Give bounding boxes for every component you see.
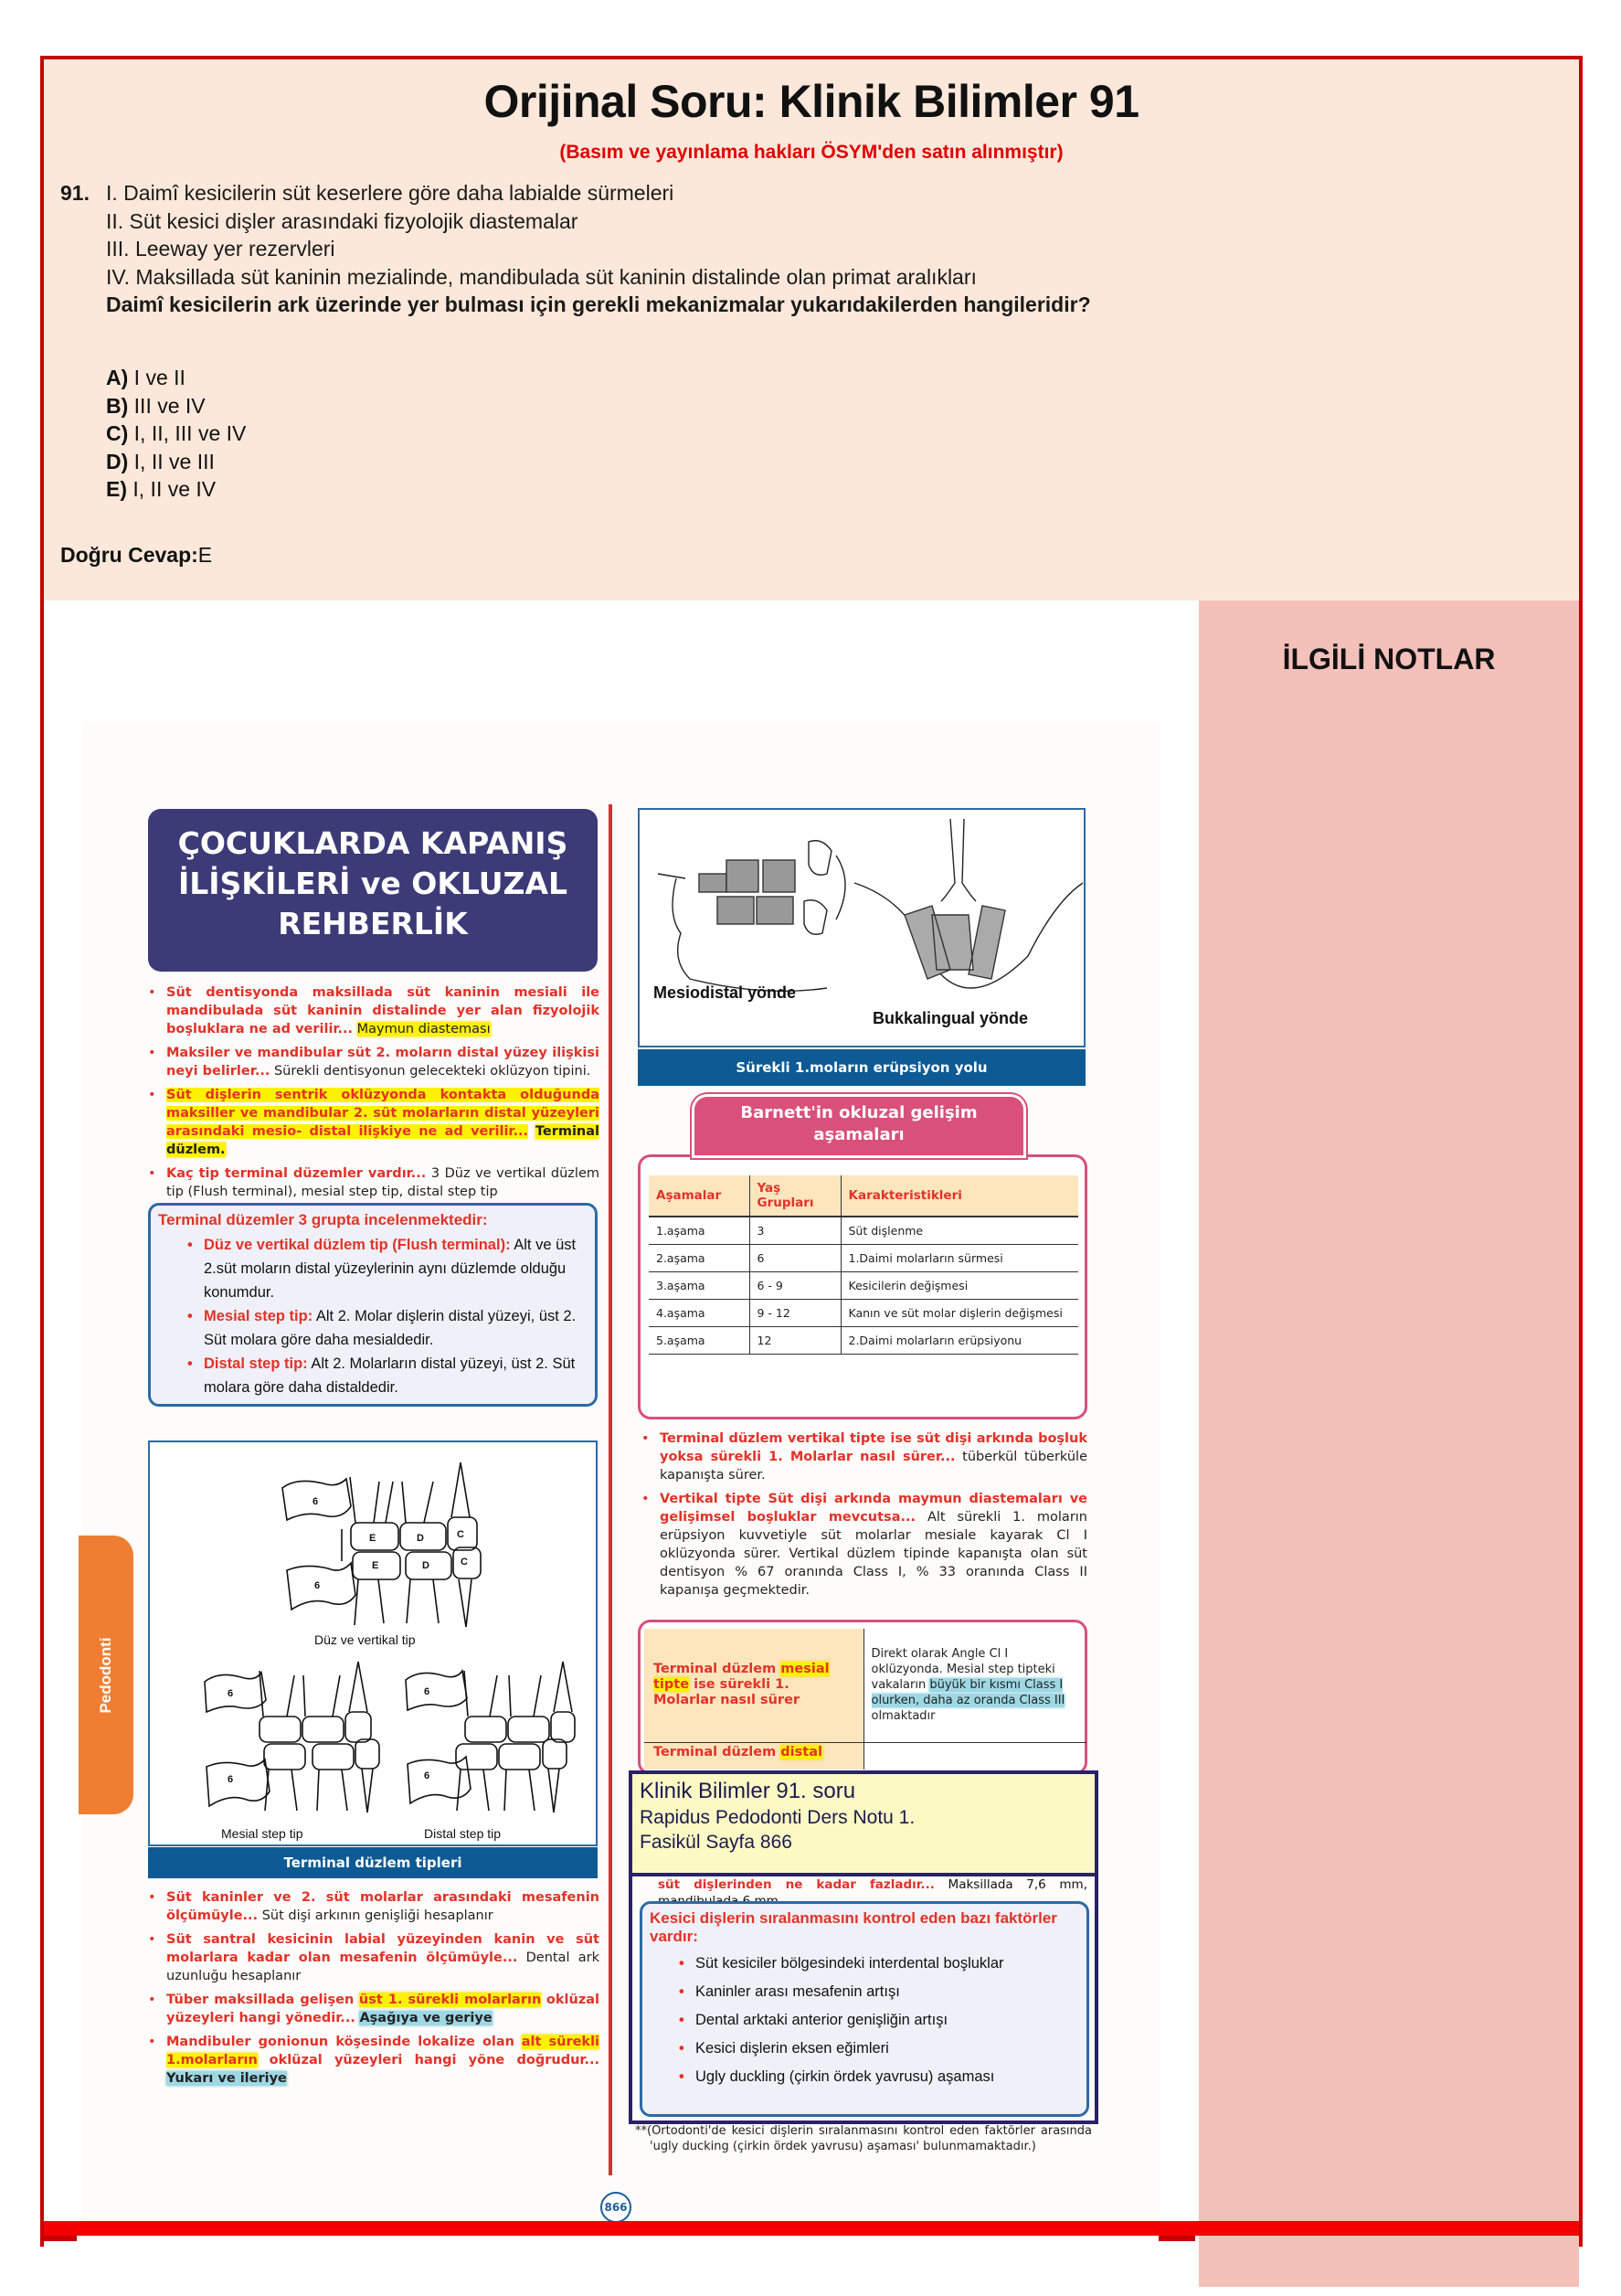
barnett-stages-table [649,1175,1078,1355]
term-description: Alt ve üst 2.süt moların distal yüzeylerinin aynı düzlemde olduğu konumdur. [204,1237,577,1301]
list-item [146,983,599,1038]
statement-iii: III. Leeway yer rezervleri [106,237,335,260]
bullet-list-top [146,983,599,1206]
list-item [640,1490,1087,1600]
column-header: Yaş Grupları [749,1175,841,1217]
list-item [146,1086,599,1159]
stage-cell: 4.aşama [649,1300,749,1327]
characteristic-cell: 1.Daimi molarların sürmesi [841,1245,1078,1272]
eruption-path-figure [638,808,1086,1047]
reference-note [629,1770,1098,1876]
option-text: I, II ve III [133,449,215,473]
question-body [60,179,1091,319]
characteristic-cell: Kesicilerin değişmesi [841,1272,1078,1300]
bullet-answer: Yukarı ve ileriye [166,2071,287,2086]
terminal-planes-title: Terminal düzemler 3 grupta incelenmektedir: [158,1211,488,1228]
cell-text: Direkt olarak Angle Cl I oklüzyonda. Mesial step tipteki vakaların [871,1647,1055,1693]
term-description: Alt 2. Molar dişlerin distal yüzeyi, üst 2. Süt molara göre daha mesialdedir. [204,1308,577,1348]
list-item [146,1164,599,1201]
bullet-question: Süt dişlerin sentrik oklüzyonda kontakta olduğunda maksiller ve mandibular 2. süt molarların distal yüzeyleri arasındaki mesio- distal ilişkiye ne ad verilir... [166,1088,599,1139]
age-cell: 3 [749,1217,841,1245]
statement-row [60,179,1091,207]
column-header: Aşamalar [649,1175,749,1217]
tooth-label: 6 [313,1496,319,1507]
cell-text: ise sürekli 1. Molarlar nasıl sürer [653,1677,800,1708]
option-letter: B) [106,393,129,418]
tooth-label: D [417,1533,424,1544]
characteristic-cell: Süt dişlenme [841,1217,1078,1245]
bullet-question: Süt kaninler ve 2. süt molarlar arasındaki mesafenin ölçümüyle... [166,1890,599,1923]
terminal-planes-box [148,1203,598,1407]
option-text: I ve II [133,366,185,389]
bottom-red-bar [44,2221,1579,2236]
chapter-title-line: ÇOCUKLARDA KAPANIŞ [177,825,568,861]
table-row [644,1742,1086,1770]
mesial-answer-cell [863,1629,1086,1742]
option-text: I, II, III ve IV [133,421,247,445]
cell-text: olmaktadır [871,1709,936,1724]
list-item [146,1888,599,1925]
cell-highlight: distal [780,1744,822,1759]
bullet-question: Süt santral kesicinin labial yüzeyinden kanin ve süt molarlara kadar olan mesafenin ölçümüyle... [166,1932,599,1965]
bullet-question: Mandibuler gonionun köşesinde lokalize olan [166,2035,514,2049]
option-c[interactable] [106,420,246,448]
table-row [649,1327,1078,1355]
table-row [649,1245,1078,1272]
bullet-list-right [640,1430,1087,1605]
age-cell: 6 - 9 [749,1272,841,1300]
bullet-question: Süt dentisyonda maksillada süt kaninin mesiali ile mandibulada süt kaninin distalinde yer alan fizyolojik boşluklara ne ad verilir... [166,985,599,1036]
list-item: • Süt kesiciler bölgesindeki interdental boşluklar [679,1950,1077,1978]
chapter-title-line: İLİŞKİLERİ ve OKLUZAL [177,866,568,901]
answer-options [106,364,246,504]
bullet-answer: tüberkül tüberküle kapanışta sürer. [660,1450,1087,1483]
statement-i: I. Daimî kesicilerin süt keserlere göre daha labialde sürmeleri [106,181,674,205]
bullet-list-bottom [146,1888,599,2093]
list-item: • Dental arktaki anterior genişliğin artışı [679,2006,1077,2035]
barnett-title-line: aşamaları [813,1125,905,1144]
cell-highlight: büyük bir kısmı Class I olurken, daha az oranda Class III [871,1678,1065,1708]
mesial-step-table [644,1629,1086,1770]
figure-label-flush: Düz ve vertikal tip [314,1632,416,1647]
distal-answer-cell [863,1742,1086,1770]
column-divider [609,804,612,2175]
frame-corner-right [1159,2236,1195,2241]
mesial-question-cell [644,1629,863,1742]
bullet-answer: Alt sürekli 1. moların erüpsiyon kuvvetiyle süt molarlar mesiale kayarak Cl I oklüzyonda sürer. Vertikal düzlem tipinde kapanışta olan süt dentisyon % 67 oranında Class I, % 33 oranında Class II kapanışa geçmektedir. [660,1510,1087,1598]
eruption-figure-caption: Sürekli 1.moların erüpsiyon yolu [638,1049,1086,1086]
frame-corner-left [40,2236,77,2241]
list-item: • Kaninler arası mesafenin artışı [679,1978,1077,2006]
tooth-label: E [372,1560,379,1571]
tooth-label: 6 [228,1774,234,1785]
incisor-factors-title: Kesici dişlerin sıralanmasını kontrol eden bazı faktörler vardır: [650,1909,1057,1945]
age-cell: 9 - 12 [749,1300,841,1327]
list-item [640,1430,1087,1484]
cell-highlight: mesial tipte [653,1662,830,1693]
related-notes-title: İLGİLİ NOTLAR [1282,643,1496,675]
correct-answer [60,543,212,568]
option-text: I, II ve IV [132,477,217,501]
list-item [146,2033,599,2088]
column-header: Karakteristikleri [841,1175,1078,1217]
option-letter: E) [106,477,127,501]
footnote: **(Ortodonti'de kesici dişlerin sıralanmasını kontrol eden faktörler arasında 'ugly ducking (çirkin ördek yavrusu) aşaması' bulunmamaktadır.) [635,2124,1092,2153]
table-row [644,1629,1086,1742]
bullet-question: Kaç tip terminal düzemler vardır... [166,1166,427,1181]
bullet-answer: Maymun diasteması [356,1022,491,1036]
option-e[interactable] [106,475,246,504]
tooth-label: 6 [424,1770,430,1781]
table-row [649,1272,1078,1300]
tooth-label: E [369,1533,376,1544]
list-item [187,1233,586,1304]
tooth-label: 6 [424,1686,430,1697]
table-header-row [649,1175,1078,1217]
question-stem: Daimî kesicilerin ark üzerinde yer bulması için gerekli mekanizmalar yukarıdakilerden hangileridir? [106,292,1091,316]
section-tab [79,1536,133,1814]
bullet-answer: Sürekli dentisyonun gelecekteki oklüzyon tipini. [273,1064,591,1079]
figure-label-mesiodistal: Mesiodistal yönde [653,983,797,1002]
barnett-title [694,1097,1023,1155]
distal-question-cell [644,1742,863,1770]
term: Distal step tip: [204,1355,308,1372]
age-cell: 6 [749,1245,841,1272]
question-number: 91. [60,181,90,205]
bullet-question: oklüzal yüzeyleri hangi yönedir... [166,1993,600,2025]
correct-answer-value: E [197,543,213,567]
bullet-answer: Aşağıya ve geriye [359,2011,493,2025]
stage-cell: 3.aşama [649,1272,749,1300]
bullet-answer: 3 Düz ve vertikal düzlem tip (Flush terminal), mesial step tip, distal step tip [166,1166,599,1199]
list-item [187,1304,586,1352]
reference-line-2: Rapidus Pedodonti Ders Notu 1. [640,1807,916,1828]
characteristic-cell: Kanın ve süt molar dişlerin değişmesi [841,1300,1078,1327]
list-item [146,1991,599,2027]
stage-cell: 2.aşama [649,1245,749,1272]
statement-ii: II. Süt kesici dişler arasındaki fizyolojik diastemalar [106,208,578,233]
option-letter: D) [106,449,129,473]
terminal-planes-list [151,1233,595,1399]
bullet-question: Maksiler ve mandibular süt 2. moların distal yüzey ilişkisi neyi belirler... [166,1046,599,1079]
bullet-question: süt dişlerinden ne kadar fazladır... [658,1877,935,1892]
chapter-title-line: REHBERLİK [278,906,468,941]
table-row [649,1217,1078,1245]
term-description: Alt 2. Molarların distal yüzeyi, üst 2. Süt molara göre daha distaldedir. [204,1355,576,1396]
list-item [187,1352,586,1399]
bullet-question: Tüber maksillada gelişen [166,1993,355,2007]
term: Düz ve vertikal düzlem tip (Flush terminal): [204,1237,511,1253]
option-letter: C) [106,421,129,445]
terminal-plane-figure [148,1440,598,1846]
reference-highlight-frame [629,1873,1098,2124]
reference-line-1: Klinik Bilimler 91. soru [640,1779,856,1803]
term: Mesial step tip: [204,1308,313,1324]
option-letter: A) [106,366,129,389]
reference-line-3: Fasikül Sayfa 866 [640,1832,792,1853]
section-tab-label: Pedodonti [97,1636,114,1714]
bullet-answer: Dental ark uzunluğu hesaplanır [166,1951,599,1983]
option-a[interactable] [106,364,246,392]
list-item: • Ugly duckling (çirkin ördek yavrusu) aşaması [679,2063,1077,2091]
bullet-question: Terminal düzlem vertikal tipte ise süt dişi arkında boşluk yoksa sürekli 1. Molarlar nasıl sürer... [660,1431,1087,1464]
page-number-badge: 866 [600,2192,631,2223]
age-cell: 12 [749,1327,841,1355]
statement-iv: IV. Maksillada süt kaninin mezialinde, mandibulada süt kaninin distalinde olan primat aralıkları [106,264,977,289]
bullet-question: oklüzal yüzeyleri hangi yöne doğrudur... [269,2053,599,2067]
tooth-label: C [461,1557,468,1568]
bullet-highlight: alt sürekli 1.molarların [166,2035,600,2067]
bullet-highlight: üst 1. sürekli molarların [358,1993,542,2007]
chapter-title-box [148,809,598,972]
figure-label-buccolingual: Bukkalingual yönde [873,1009,1029,1027]
characteristic-cell: 2.Daimi molarların erüpsiyonu [841,1327,1078,1355]
question-title: Orijinal Soru: Klinik Bilimler 91 [483,76,1139,127]
terminal-figure-caption: Terminal düzlem tipleri [148,1847,598,1878]
tooth-label: C [457,1529,464,1540]
correct-answer-label: Doğru Cevap: [60,543,198,567]
tooth-label: 6 [314,1580,321,1591]
table-row [649,1300,1078,1327]
list-item [146,1930,599,1985]
option-text: III ve IV [133,393,206,418]
bullet-answer: Maksillada 7,6 mm, [948,1877,1087,1892]
tooth-label: 6 [228,1688,234,1699]
stage-cell: 1.aşama [649,1217,749,1245]
option-b[interactable] [106,392,246,420]
figure-label-mesial: Mesial step tip [221,1826,303,1841]
cell-text: Terminal düzlem [653,1662,777,1677]
bullet-answer: Terminal düzlem. [166,1124,600,1157]
option-d[interactable] [106,448,246,476]
list-item [146,1044,599,1080]
figure-label-distal: Distal step tip [424,1826,502,1841]
bullet-answer: Süt dişi arkının genişliği hesaplanır [261,1908,493,1923]
cell-text: Terminal düzlem [653,1744,777,1759]
stage-cell: 5.aşama [649,1327,749,1355]
bullet-question: Vertikal tipte Süt dişi arkında maymun diastemaları ve gelişimsel boşluklar mevcutsa... [660,1492,1087,1525]
list-item: • Kesici dişlerin eksen eğimleri [679,2035,1077,2063]
barnett-title-line: Barnett'in okluzal gelişim [740,1103,978,1122]
copyright-notice: (Basım ve yayınlama hakları ÖSYM'den satın alınmıştır) [559,142,1064,163]
tooth-label: D [422,1560,429,1571]
